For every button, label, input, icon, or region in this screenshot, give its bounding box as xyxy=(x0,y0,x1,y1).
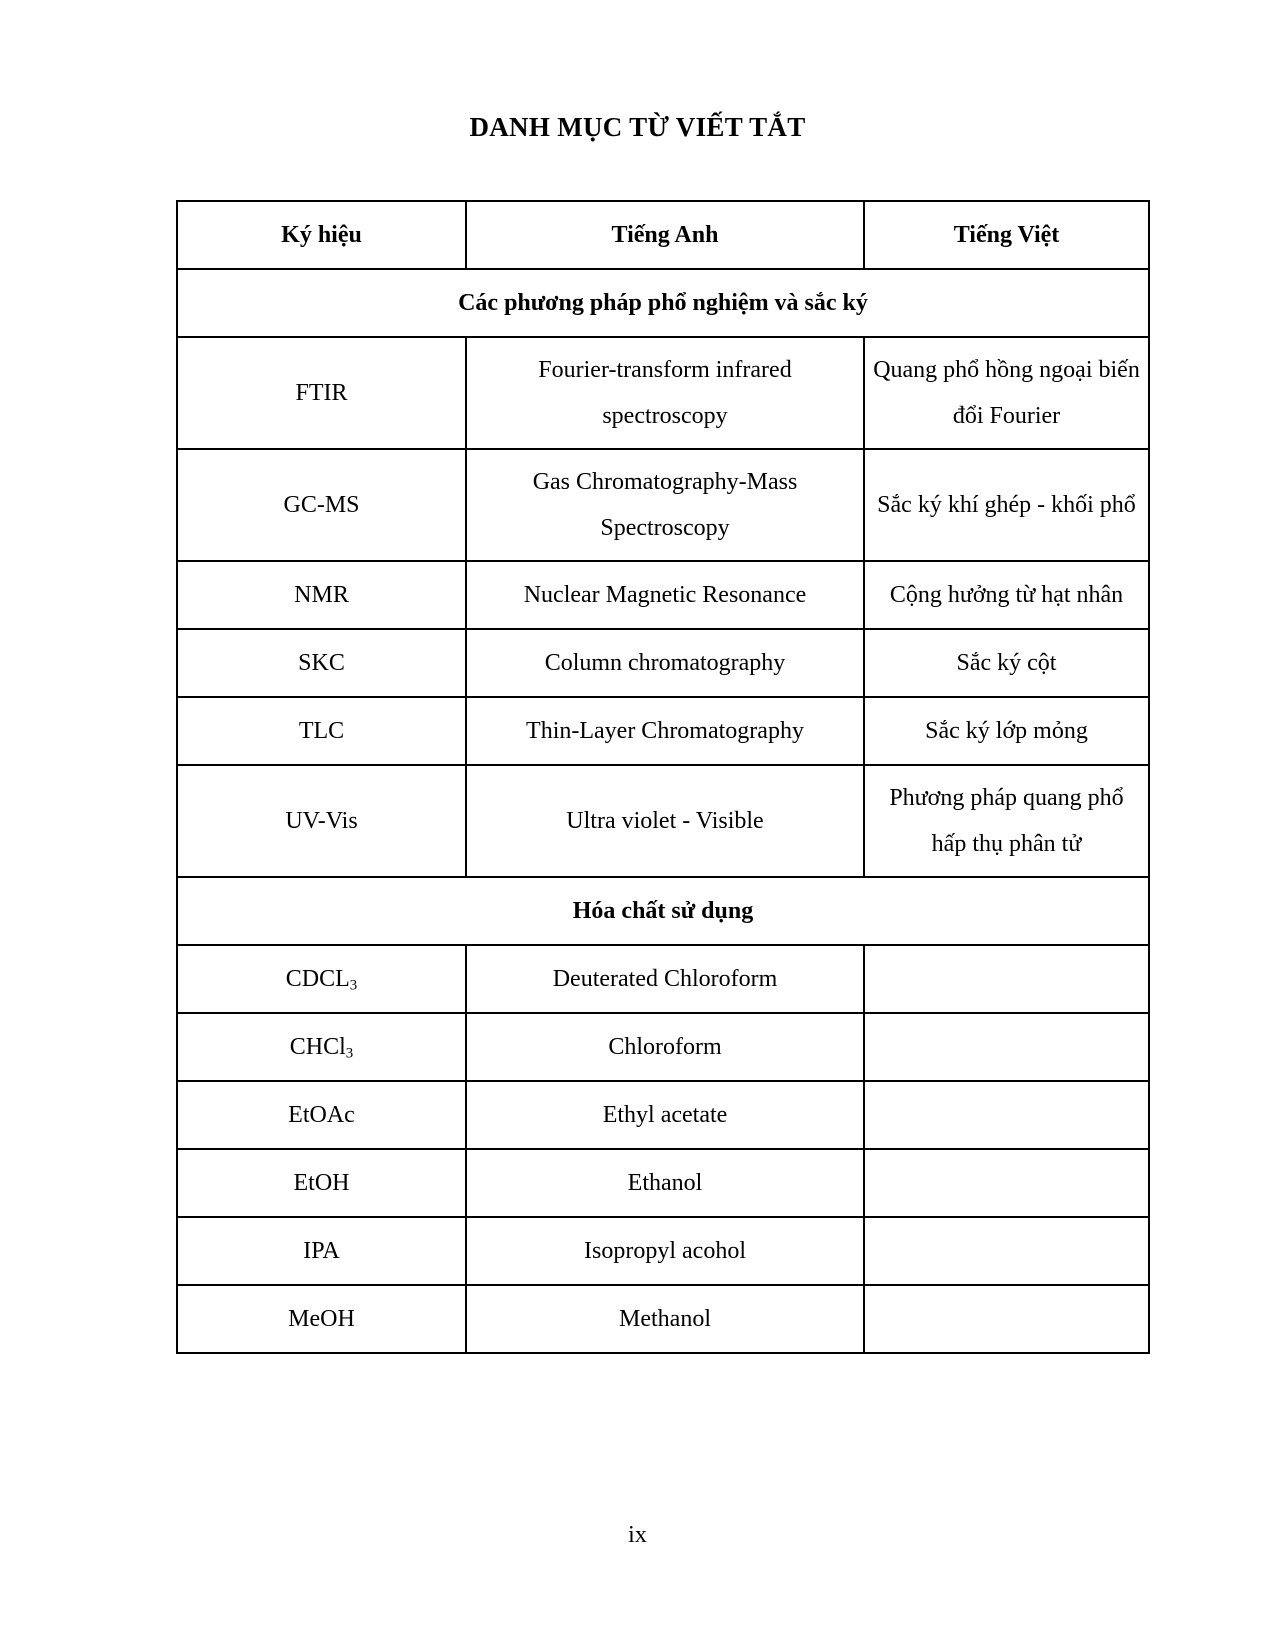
english-cell: Ethyl acetate xyxy=(466,1081,864,1149)
table-row xyxy=(177,337,1149,449)
table-row xyxy=(177,945,1149,1013)
symbol-cell: IPA xyxy=(177,1217,466,1285)
english-cell: Fourier-transform infrared spectroscopy xyxy=(466,337,864,449)
table-row xyxy=(177,697,1149,765)
english-cell: Thin-Layer Chromatography xyxy=(466,697,864,765)
table-row xyxy=(177,1013,1149,1081)
english-cell: Nuclear Magnetic Resonance xyxy=(466,561,864,629)
header-symbol: Ký hiệu xyxy=(177,201,466,269)
symbol-base: CHCl xyxy=(289,1034,346,1060)
symbol-cell: EtOH xyxy=(177,1149,466,1217)
english-cell: Ultra violet - Visible xyxy=(466,765,864,877)
english-cell: Deuterated Chloroform xyxy=(466,945,864,1013)
vietnamese-cell xyxy=(864,1149,1149,1217)
table-row xyxy=(177,1149,1149,1217)
vietnamese-cell: Sắc ký lớp mỏng xyxy=(864,697,1149,765)
table-row xyxy=(177,629,1149,697)
english-cell: Chloroform xyxy=(466,1013,864,1081)
vietnamese-cell xyxy=(864,1285,1149,1353)
symbol-cell: NMR xyxy=(177,561,466,629)
table-row xyxy=(177,1081,1149,1149)
vietnamese-cell xyxy=(864,1217,1149,1285)
vietnamese-cell xyxy=(864,1081,1149,1149)
table-row xyxy=(177,449,1149,561)
page-title: DANH MỤC TỪ VIẾT TẮT xyxy=(469,112,806,142)
vietnamese-cell: Sắc ký khí ghép - khối phổ xyxy=(864,449,1149,561)
table-row xyxy=(177,1217,1149,1285)
symbol-cell xyxy=(177,1013,466,1081)
symbol-cell: EtOAc xyxy=(177,1081,466,1149)
vietnamese-cell xyxy=(864,1013,1149,1081)
english-cell: Ethanol xyxy=(466,1149,864,1217)
english-cell: Isopropyl acohol xyxy=(466,1217,864,1285)
symbol-subscript: 3 xyxy=(349,977,358,994)
section-heading-row xyxy=(177,269,1149,337)
abbreviation-table xyxy=(176,200,1150,1354)
vietnamese-cell: Sắc ký cột xyxy=(864,629,1149,697)
section-heading-methods: Các phương pháp phổ nghiệm và sắc ký xyxy=(177,269,1149,337)
header-english: Tiếng Anh xyxy=(466,201,864,269)
table-header-row xyxy=(177,201,1149,269)
symbol-cell: TLC xyxy=(177,697,466,765)
symbol-cell: MeOH xyxy=(177,1285,466,1353)
section-heading-row xyxy=(177,877,1149,945)
table-row xyxy=(177,1285,1149,1353)
symbol-subscript: 3 xyxy=(345,1045,354,1062)
page-number: ix xyxy=(628,1522,647,1548)
vietnamese-cell: Quang phổ hồng ngoại biến đổi Fourier xyxy=(864,337,1149,449)
symbol-cell: UV-Vis xyxy=(177,765,466,877)
vietnamese-cell: Cộng hưởng từ hạt nhân xyxy=(864,561,1149,629)
symbol-base: CDCL xyxy=(285,966,350,992)
vietnamese-cell: Phương pháp quang phổ hấp thụ phân tử xyxy=(864,765,1149,877)
table-row xyxy=(177,561,1149,629)
symbol-cell: FTIR xyxy=(177,337,466,449)
symbol-cell: GC-MS xyxy=(177,449,466,561)
english-cell: Gas Chromatography-Mass Spectroscopy xyxy=(466,449,864,561)
section-heading-chemicals: Hóa chất sử dụng xyxy=(177,877,1149,945)
vietnamese-cell xyxy=(864,945,1149,1013)
english-cell: Column chromatography xyxy=(466,629,864,697)
table-row xyxy=(177,765,1149,877)
english-cell: Methanol xyxy=(466,1285,864,1353)
symbol-cell xyxy=(177,945,466,1013)
header-vietnamese: Tiếng Việt xyxy=(864,201,1149,269)
symbol-cell: SKC xyxy=(177,629,466,697)
